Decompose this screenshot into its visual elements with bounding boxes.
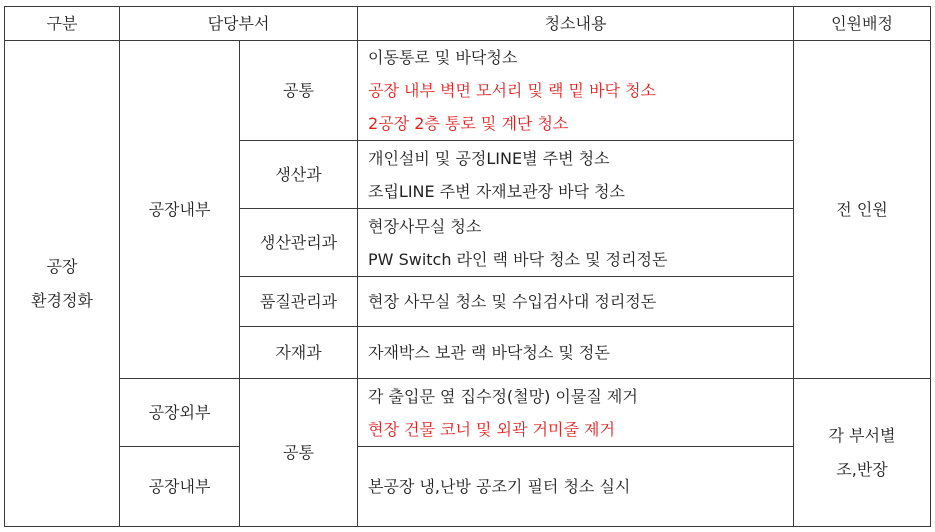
group-factory-inside-2: 공장내부 [120,447,240,527]
group-factory-outside: 공장외부 [120,379,240,447]
staffing-line-1: 각 부서별 [828,425,896,445]
task-line: 현장 사무실 청소 및 수입검사대 정리정돈 [368,292,657,311]
task-line-highlighted: 2공장 2층 통로 및 계단 청소 [368,114,569,133]
tasks-common [358,41,794,141]
header-department: 담당부서 [120,7,358,41]
group-factory-inside: 공장내부 [120,41,240,379]
dept-common: 공통 [240,41,358,141]
task-line: 자재박스 보관 랙 바닥청소 및 정돈 [368,343,610,362]
tasks-filter [358,447,794,527]
dept-materials: 자재과 [240,327,358,379]
dept-production-management: 생산관리과 [240,209,358,277]
tasks-materials [358,327,794,379]
tasks-production [358,141,794,209]
task-line: 현장사무실 청소 [368,216,482,236]
dept-common-outside: 공통 [240,379,358,527]
task-line: PW Switch 라인 랙 바닥 청소 및 정리정돈 [368,249,668,269]
dept-quality-management: 품질관리과 [240,277,358,327]
task-line: 조립LINE 주변 자재보관장 바닥 청소 [368,181,625,201]
task-line-highlighted: 공장 내부 벽면 모서리 및 랙 밑 바닥 청소 [368,81,656,100]
task-line: 이동통로 및 바닥청소 [368,48,518,67]
tasks-production-management [358,209,794,277]
header-cleaning-content: 청소내용 [358,7,794,41]
table-row [5,379,931,447]
tasks-outside [358,379,794,447]
staffing-line-2: 조,반장 [836,459,888,479]
task-line-highlighted: 현장 건물 코너 및 외곽 거미줄 제거 [368,419,615,439]
dept-production: 생산과 [240,141,358,209]
header-category: 구분 [5,7,120,41]
table-row [5,447,931,527]
staffing-by-department [794,379,931,527]
task-line: 각 출입문 옆 집수정(철망) 이물질 제거 [368,386,638,406]
category-line-2: 환경정화 [31,290,93,310]
cleaning-assignment-table [4,6,931,527]
category-cell [5,41,120,527]
header-row [5,7,931,41]
tasks-quality [358,277,794,327]
category-line-1: 공장 [46,256,78,276]
task-line: 본공장 냉,난방 공조기 필터 청소 실시 [368,477,631,496]
table-row [5,41,931,141]
header-staffing: 인원배정 [794,7,931,41]
staffing-all: 전 인원 [794,41,931,379]
task-line: 개인설비 및 공정LINE별 주변 청소 [368,148,610,168]
